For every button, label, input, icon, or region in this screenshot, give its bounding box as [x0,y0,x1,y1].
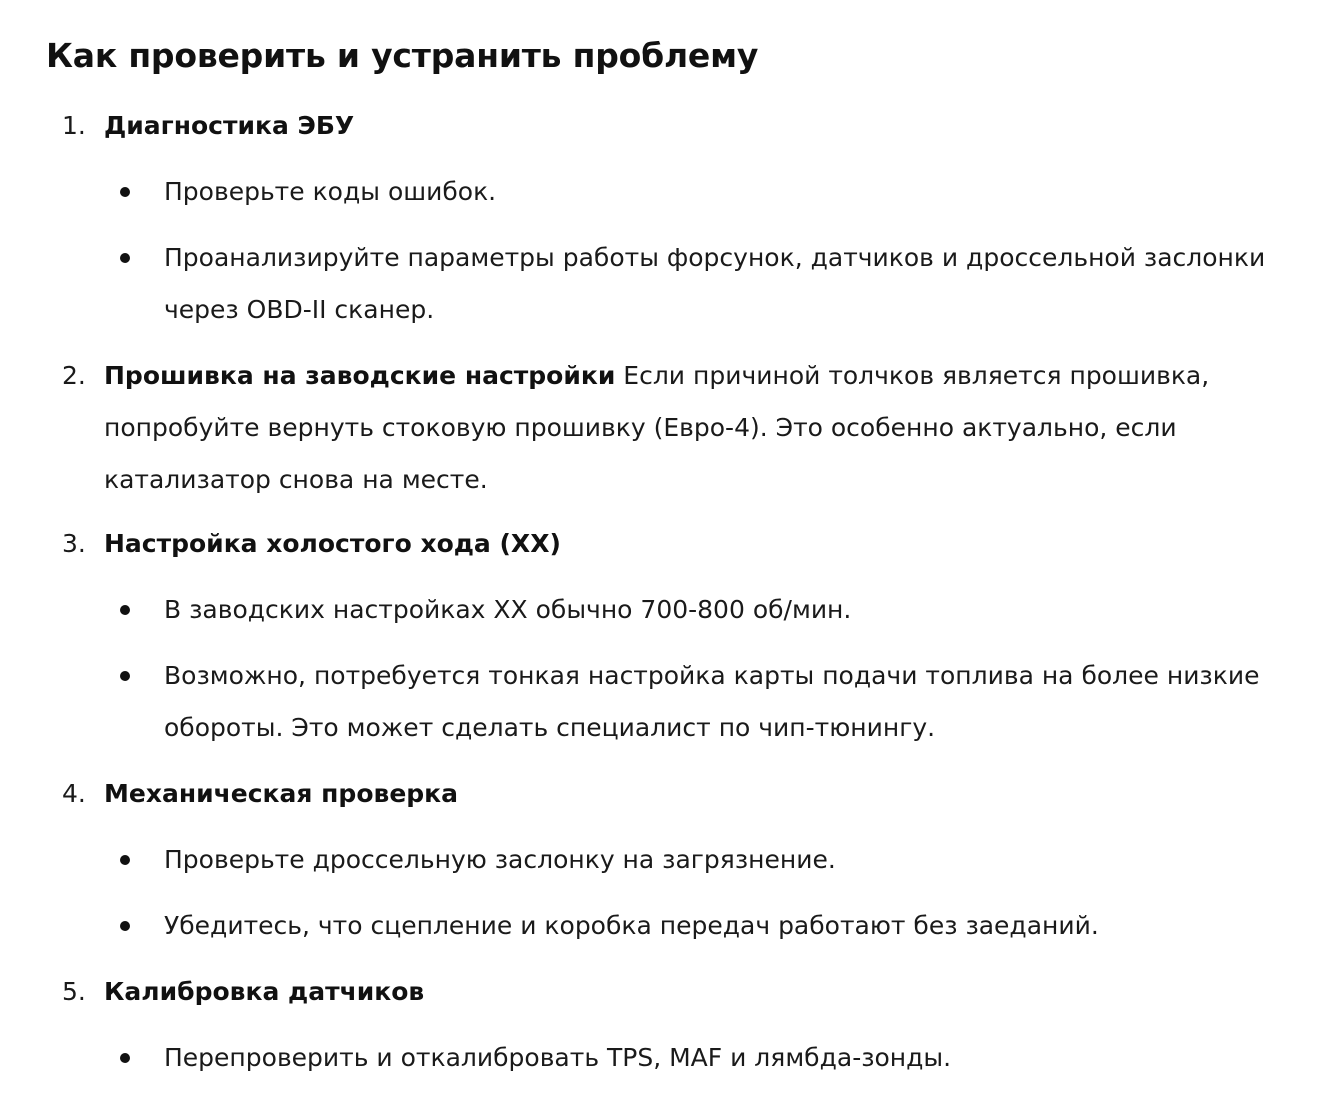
step-number: 4. [62,779,86,808]
step-number: 5. [62,977,86,1006]
bullet-dot-icon [120,253,130,263]
bullet-text: Проверьте коды ошибок. [164,177,497,206]
bullet-dot-icon [120,605,130,615]
step-title: Прошивка на заводские настройки [104,361,616,390]
step-title: Диагностика ЭБУ [104,111,355,140]
step-number: 3. [62,529,86,558]
bullet-text: Возможно, потребуется тонкая настройка карты подачи топлива на более низкие обороты. Это может сделать специалист по чип-тюнингу. [164,661,1260,742]
bullet-dot-icon [120,855,130,865]
step-title: Механическая проверка [104,779,459,808]
bullet-dot-icon [120,671,130,681]
step-item [0,518,1320,754]
bullet-item [104,584,1320,636]
step-body [104,966,1320,1018]
step-number: 2. [62,361,86,390]
step-number: 1. [62,111,86,140]
bullet-dot-icon [120,921,130,931]
step-body [104,768,1320,820]
steps-list [0,100,1320,1098]
step-body [104,518,1320,570]
bullet-list [104,166,1320,336]
bullet-item [104,900,1320,952]
bullet-item [104,232,1320,336]
step-item [0,966,1320,1084]
bullet-dot-icon [120,187,130,197]
step-item [0,350,1320,506]
step-body [104,350,1320,506]
step-item [0,768,1320,952]
bullet-text: В заводских настройках ХХ обычно 700-800 об/мин. [164,595,852,624]
bullet-list [104,834,1320,952]
bullet-text: Убедитесь, что сцепление и коробка передач работают без заеданий. [164,911,1099,940]
bullet-text: Проверьте дроссельную заслонку на загрязнение. [164,845,836,874]
bullet-list [104,584,1320,754]
step-item [0,100,1320,336]
bullet-text: Проанализируйте параметры работы форсунок, датчиков и дроссельной заслонки через OBD-II сканер. [164,243,1266,324]
bullet-item [104,650,1320,754]
bullet-item [104,1032,1320,1084]
bullet-item [104,166,1320,218]
bullet-dot-icon [120,1053,130,1063]
bullet-item [104,834,1320,886]
bullet-list [104,1032,1320,1084]
bullet-text: Перепроверить и откалибровать TPS, MAF и лямбда-зонды. [164,1043,952,1072]
step-text: Если причиной толчков является прошивка, попробуйте вернуть стоковую прошивку (Евро-4). Это особенно актуально, если катализатор снова на месте. [104,361,1210,494]
page-title: Как проверить и устранить проблему [46,36,759,75]
step-title: Калибровка датчиков [104,977,425,1006]
step-title: Настройка холостого хода (ХХ) [104,529,561,558]
step-body [104,100,1320,152]
